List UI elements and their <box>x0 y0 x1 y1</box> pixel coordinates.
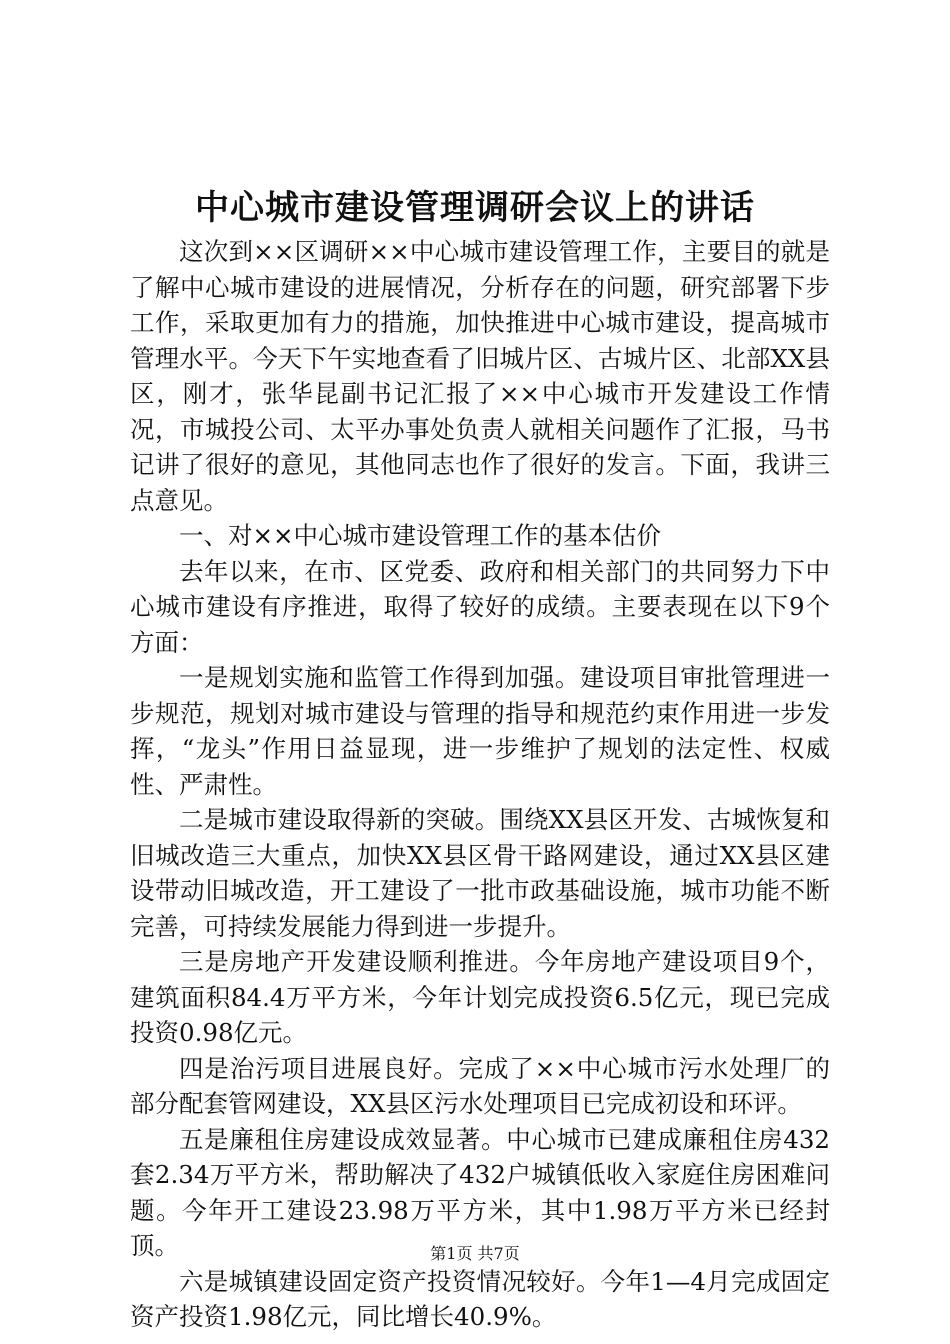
page-footer: 第1页 共7页 <box>430 1244 520 1263</box>
intro-paragraph: 这次到××区调研××中心城市建设管理工作，主要目的就是了解中心城市建设的进展情况，分析存在的问题，研究部署下步工作，采取更加有力的措施，加快推进中心城市建设，提高城市管理水平。今天下午实地查看了旧城片区、古城片区、北部XX县区，刚才，张华昆副书记汇报了××中心城市开发建设工作情况，市城投公司、太平办事处负责人就相关问题作了汇报，马书记讲了很好的意见，其他同志也作了很好的发言。下面，我讲三点意见。 <box>130 237 830 515</box>
section-heading: 一、对××中心城市建设管理工作的基本估价 <box>179 521 662 550</box>
point-two-paragraph: 二是城市建设取得新的突破。围绕XX县区开发、古城恢复和旧城改造三大重点，加快XX县区骨干路网建设，通过XX县区建设带动旧城改造，开工建设了一批市政基础设施，城市功能不断完善，可持续发展能力得到进一步提升。 <box>130 805 830 941</box>
point-six-paragraph: 六是城镇建设固定资产投资情况较好。今年1—4月完成固定资产投资1.98亿元，同比增长40.9%。 <box>130 1266 830 1331</box>
document-body <box>130 234 830 1335</box>
point-one-paragraph: 一是规划实施和监管工作得到加强。建设项目审批管理进一步规范，规划对城市建设与管理的指导和规范约束作用进一步发挥，“龙头”作用日益显现，进一步维护了规划的法定性、权威性、严肃性。 <box>130 663 830 799</box>
section-intro-paragraph: 去年以来，在市、区党委、政府和相关部门的共同努力下中心城市建设有序推进，取得了较好的成绩。主要表现在以下9个方面： <box>130 556 830 657</box>
point-five-paragraph: 五是廉租住房建设成效显著。中心城市已建成廉租住房432套2.34万平方米，帮助解决了432户城镇低收入家庭住房困难问题。今年开工建设23.98万平方米，其中1.98万平方米已经封顶。 <box>130 1124 830 1260</box>
point-four-paragraph: 四是治污项目进展良好。完成了××中心城市污水处理厂的部分配套管网建设，XX县区污水处理项目已完成初设和环评。 <box>130 1053 830 1118</box>
point-three-paragraph: 三是房地产开发建设顺利推进。今年房地产建设项目9个，建筑面积84.4万平方米，今年计划完成投资6.5亿元，现已完成投资0.98亿元。 <box>130 947 830 1047</box>
document-title: 中心城市建设管理调研会议上的讲话 <box>195 188 755 228</box>
